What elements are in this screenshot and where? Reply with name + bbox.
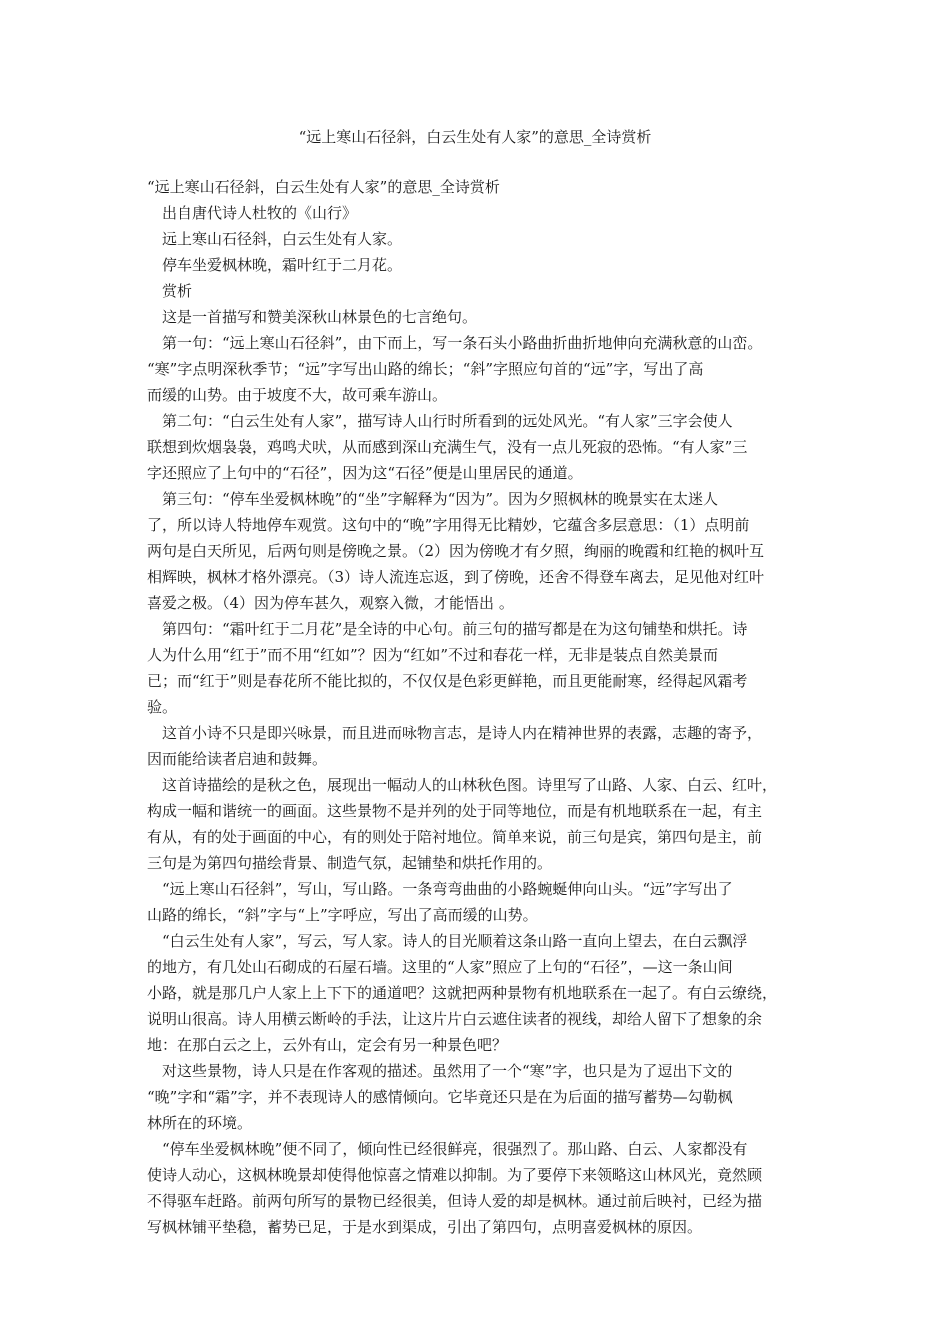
text-line: “寒”字点明深秋季节；“远”字写出山路的绵长；“斜”字照应句首的“远”字，写出了高 (147, 360, 704, 378)
text-line: “远上寒山石径斜，白云生处有人家”的意思_全诗赏析 (147, 178, 500, 196)
text-line: 喜爱之极。（4）因为停车甚久，观察入微，才能悟出 。 (147, 594, 514, 612)
text-line: 使诗人动心，这枫林晚景却使得他惊喜之情难以抑制。为了要停下来领略这山林风光，竟然顾 (147, 1166, 763, 1184)
text-line: 因而能给读者启迪和鼓舞。 (147, 750, 328, 768)
text-line: 说明山很高。诗人用横云断岭的手法，让这片片白云遮住读者的视线，却给人留下了想象的余 (147, 1010, 763, 1028)
text-line: 已；而“红于”则是春花所不能比拟的，不仅仅是色彩更鲜艳，而且更能耐寒，经得起风霜考 (147, 672, 748, 690)
text-line: 第三句：“停车坐爱枫林晚”的“坐”字解释为“因为”。因为夕照枫林的晚景实在太迷人 (147, 490, 719, 508)
text-line: 字还照应了上句中的“石径”，因为这“石径”便是山里居民的通道。 (147, 464, 583, 482)
text-line: 写枫林铺平垫稳，蓄势已足，于是水到渠成，引出了第四句，点明喜爱枫林的原因。 (147, 1218, 703, 1236)
text-line: “停车坐爱枫林晚”便不同了，倾向性已经很鲜亮，很强烈了。那山路、白云、人家都没有 (147, 1140, 748, 1158)
text-line: 这是一首描写和赞美深秋山林景色的七言绝句。 (147, 308, 478, 326)
text-line: 山路的绵长，“斜”字与“上”字呼应，写出了高而缓的山势。 (147, 906, 538, 924)
text-line: 远上寒山石径斜，白云生处有人家。 (147, 230, 403, 248)
text-line: 第一句：“远上寒山石径斜”，由下而上，写一条石头小路曲折曲折地伸向充满秋意的山峦。 (147, 334, 763, 352)
text-line: “白云生处有人家”，写云，写人家。诗人的目光顺着这条山路一直向上望去，在白云飘浮 (147, 932, 748, 950)
text-line: 赏析 (147, 282, 193, 300)
text-line: 出自唐代诗人杜牧的《山行》 (147, 204, 358, 222)
text-line: 相辉映，枫林才格外漂亮。（3）诗人流连忘返，到了傍晚，还舍不得登车离去，足见他对红叶 (147, 568, 765, 586)
text-line: 人为什么用“红于”而不用“红如”？因为“红如”不过和春花一样，无非是装点自然美景而 (147, 646, 719, 664)
text-line: 这首诗描绘的是秋之色，展现出一幅动人的山林秋色图。诗里写了山路、人家、白云、红叶， (147, 776, 778, 794)
text-line: 而缓的山势。由于坡度不大，故可乘车游山。 (147, 386, 448, 404)
text-line: 三句是为第四句描绘背景、制造气氛，起铺垫和烘托作用的。 (147, 854, 553, 872)
text-line: 这首小诗不只是即兴咏景，而且进而咏物言志，是诗人内在精神世界的表露，志趣的寄予， (147, 724, 763, 742)
text-line: “远上寒山石径斜”，写山，写山路。一条弯弯曲曲的小路蜿蜒伸向山头。“远”字写出了 (147, 880, 733, 898)
text-line: 第二句：“白云生处有人家”，描写诗人山行时所看到的远处风光。“有人家”三字会使人 (147, 412, 733, 430)
text-line: 地：在那白云之上，云外有山，定会有另一种景色吧？ (147, 1036, 508, 1054)
text-line: 了，所以诗人特地停车观赏。这句中的“晚”字用得无比精妙，它蕴含多层意思：（1）点明前 (147, 516, 750, 534)
text-line: 构成一幅和谐统一的画面。这些景物不是并列的处于同等地位，而是有机地联系在一起，有主 (147, 802, 763, 820)
text-line: “晚”字和“霜”字，并不表现诗人的感情倾向。它毕竟还只是在为后面的描写蓄势—勾勒枫 (147, 1088, 733, 1106)
text-line: 的地方，有几处山石砌成的石屋石墙。这里的“人家”照应了上句的“石径”，—这一条山间 (147, 958, 733, 976)
text-line: 不得驱车赶路。前两句所写的景物已经很美，但诗人爱的却是枫林。通过前后映衬，已经为描 (147, 1192, 763, 1210)
document-body (147, 174, 807, 1240)
text-line: 对这些景物，诗人只是在作客观的描述。虽然用了一个“寒”字，也只是为了逗出下文的 (147, 1062, 733, 1080)
text-line: 停车坐爱枫林晚，霜叶红于二月花。 (147, 256, 403, 274)
text-line: 有从，有的处于画面的中心，有的则处于陪衬地位。简单来说，前三句是宾，第四句是主，前 (147, 828, 763, 846)
text-line: 林所在的环境。 (147, 1114, 253, 1132)
text-line: 联想到炊烟袅袅，鸡鸣犬吠，从而感到深山充满生气，没有一点儿死寂的恐怖。“有人家”三 (147, 438, 748, 456)
text-line: 两句是白天所见，后两句则是傍晚之景。（2）因为傍晚才有夕照，绚丽的晚霞和红艳的枫叶互 (147, 542, 765, 560)
text-line: 验。 (147, 698, 178, 716)
text-line: 第四句：“霜叶红于二月花”是全诗的中心句。前三句的描写都是在为这句铺垫和烘托。诗 (147, 620, 748, 638)
document-title: “远上寒山石径斜，白云生处有人家”的意思_全诗赏析 (298, 128, 652, 146)
text-line: 小路，就是那几户人家上上下下的通道吧？这就把两种景物有机地联系在一起了。有白云缭绕， (147, 984, 778, 1002)
